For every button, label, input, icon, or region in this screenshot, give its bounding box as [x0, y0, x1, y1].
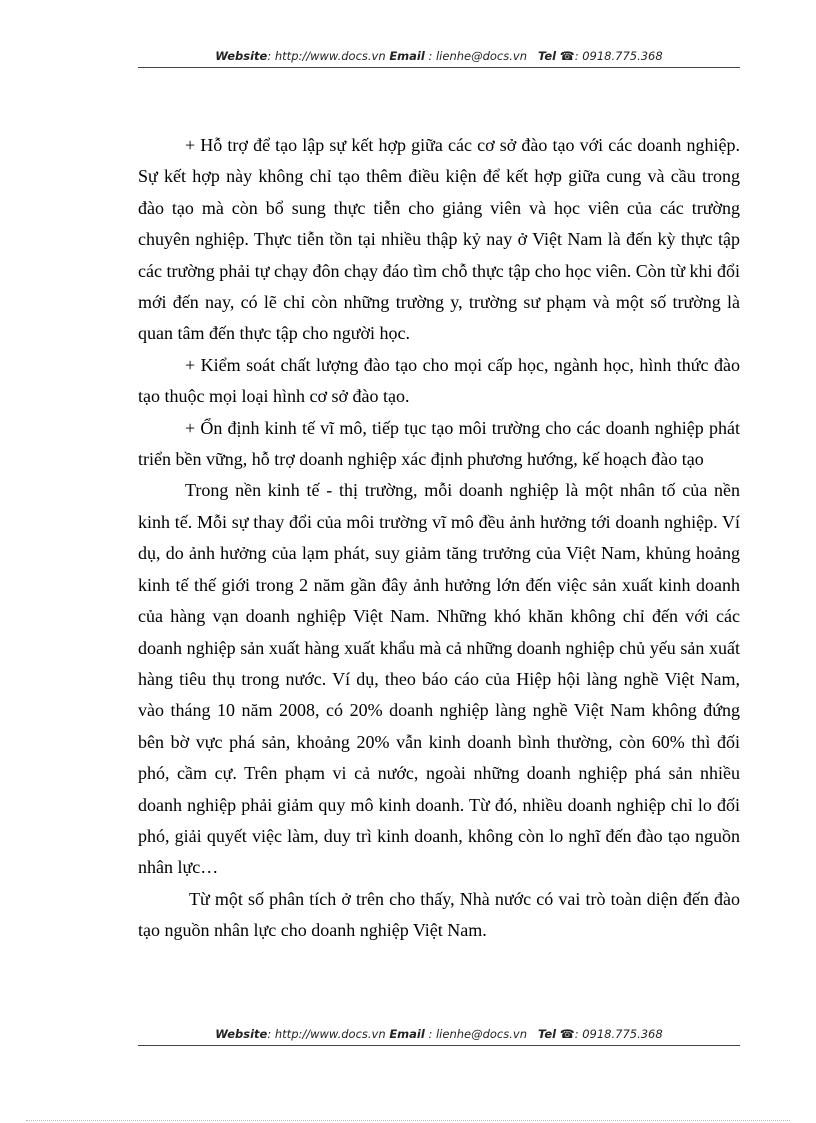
footer-tel-label: Tel [537, 1027, 557, 1041]
footer-website-link[interactable]: : http://www.docs.vn [267, 1027, 386, 1041]
footer-email-link[interactable]: : lienhe@docs.vn [424, 1027, 527, 1041]
page-header [138, 49, 740, 68]
page-footer [138, 1027, 740, 1046]
paragraph-support-cooperation: + Hỗ trợ để tạo lập sự kết hợp giữa các cơ sở đào tạo với các doanh nghiệp. Sự kết hợp này không chỉ tạo thêm điều kiện để kết hợp giữa cung và cầu trong đào tạo mà còn bổ sung thực tiễn cho giảng viên và học viên của các trường chuyên nghiệp. Thực tiễn tồn tại nhiều thập kỷ nay ở Việt Nam là đến kỳ thực tập các trường phải tự chạy đôn chạy đáo tìm chỗ thực tập cho học viên. Còn từ khi đổi mới đến nay, có lẽ chỉ còn những trường y, trường sư phạm và một số trường là quan tâm đến thực tập cho người học. [138, 135, 740, 344]
paragraph-macro-stability: + Ổn định kinh tế vĩ mô, tiếp tục tạo môi trường cho các doanh nghiệp phát triển bền vững, hỗ trợ doanh nghiệp xác định phương hướng, kế hoạch đào tạo [138, 417, 740, 470]
phone-icon: ☎ [559, 49, 575, 63]
paragraph-conclusion: Từ một số phân tích ở trên cho thấy, Nhà nước có vai trò toàn diện đến đào tạo nguồn nhân lực cho doanh nghiệp Việt Nam. [138, 888, 740, 941]
footer-tel-value: : 0918.775.368 [574, 1027, 663, 1041]
header-tel-label: Tel [537, 49, 557, 63]
header-website-link[interactable]: : http://www.docs.vn [267, 49, 386, 63]
phone-icon: ☎ [559, 1027, 575, 1041]
document-body [138, 130, 740, 947]
footer-website-label: Website [215, 1027, 268, 1041]
header-email-link[interactable]: : lienhe@docs.vn [424, 49, 527, 63]
paragraph-quality-control: + Kiểm soát chất lượng đào tạo cho mọi cấp học, ngành học, hình thức đào tạo thuộc mọi loại hình cơ sở đào tạo. [138, 354, 740, 407]
page-bottom-edge [26, 1120, 790, 1121]
header-website-label: Website [215, 49, 268, 63]
header-tel-value: : 0918.775.368 [574, 49, 663, 63]
footer-email-label: Email [389, 1027, 425, 1041]
header-email-label: Email [389, 49, 425, 63]
paragraph-market-economy: Trong nền kinh tế - thị trường, mỗi doanh nghiệp là một nhân tố của nền kinh tế. Mỗi sự thay đổi của môi trường vĩ mô đều ảnh hưởng tới doanh nghiệp. Ví dụ, do ảnh hưởng của lạm phát, suy giảm tăng trưởng của Việt Nam, khủng hoảng kinh tế thế giới trong 2 năm gần đây ảnh hưởng lớn đến việc sản xuất kinh doanh của hàng vạn doanh nghiệp Việt Nam. Những khó khăn không chỉ đến với các doanh nghiệp sản xuất hàng xuất khẩu mà cả những doanh nghiệp chủ yếu sản xuất hàng tiêu thụ trong nước. Ví dụ, theo báo cáo của Hiệp hội làng nghề Việt Nam, vào tháng 10 năm 2008, có 20% doanh nghiệp làng nghề Việt Nam không đứng bên bờ vực phá sản, khoảng 20% vẫn kinh doanh bình thường, còn 60% thì đối phó, cầm cự. Trên phạm vi cả nước, ngoài những doanh nghiệp phá sản nhiều doanh nghiệp phải giảm quy mô kinh doanh. Từ đó, nhiều doanh nghiệp chỉ lo đối phó, giải quyết việc làm, duy trì kinh doanh, không còn lo nghĩ đến đào tạo nguồn nhân lực… [138, 480, 740, 878]
